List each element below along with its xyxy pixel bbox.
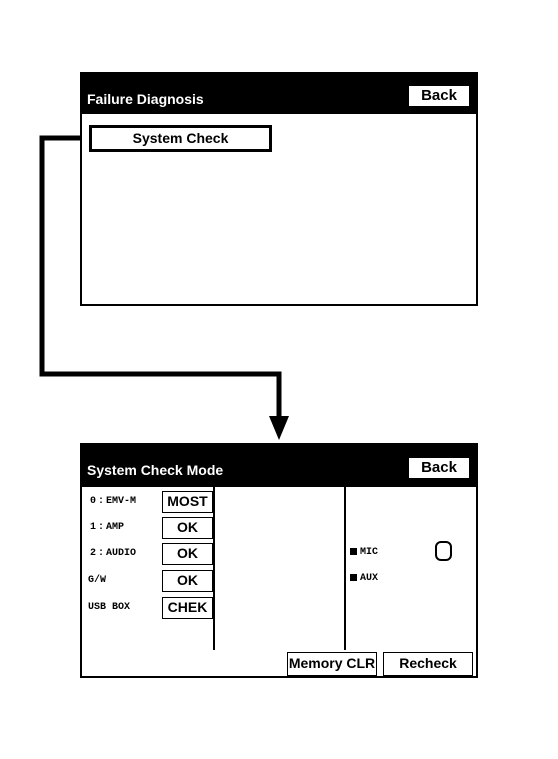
memory-clr-button[interactable]: Memory CLR	[287, 652, 377, 676]
square-bullet-icon	[350, 548, 357, 555]
aux-label: AUX	[360, 573, 379, 584]
device-status-emv-m: MOST	[162, 491, 213, 513]
failure-diagnosis-titlebar	[82, 74, 476, 114]
device-label-gw: G/W	[88, 575, 107, 586]
failure-diagnosis-title: Failure Diagnosis	[87, 91, 204, 107]
right-divider	[344, 487, 346, 650]
device-label-usb-box: USB BOX	[88, 602, 131, 613]
device-status-audio: OK	[162, 543, 213, 565]
device-status-usb-box: CHEK	[162, 597, 213, 619]
system-check-mode-title: System Check Mode	[87, 462, 224, 478]
system-check-mode-titlebar	[82, 445, 476, 487]
recheck-button[interactable]: Recheck	[383, 652, 473, 676]
square-bullet-icon	[350, 574, 357, 581]
rounded-square-indicator-icon	[435, 541, 452, 561]
device-label-emv-m: 0 : EMV-M	[90, 496, 137, 507]
device-status-gw: OK	[162, 570, 213, 592]
aux-indicator	[350, 573, 378, 584]
system-check-button[interactable]: System Check	[89, 125, 272, 152]
mic-indicator	[350, 547, 378, 558]
left-divider	[213, 487, 215, 650]
failure-diagnosis-screen	[80, 72, 478, 306]
device-label-amp: 1 : AMP	[90, 522, 125, 533]
back-button[interactable]: Back	[408, 85, 470, 107]
device-status-amp: OK	[162, 517, 213, 539]
back-button[interactable]: Back	[408, 457, 470, 479]
device-label-audio: 2 : AUDIO	[90, 548, 137, 559]
mic-label: MIC	[360, 547, 379, 558]
system-check-mode-screen	[80, 443, 478, 678]
